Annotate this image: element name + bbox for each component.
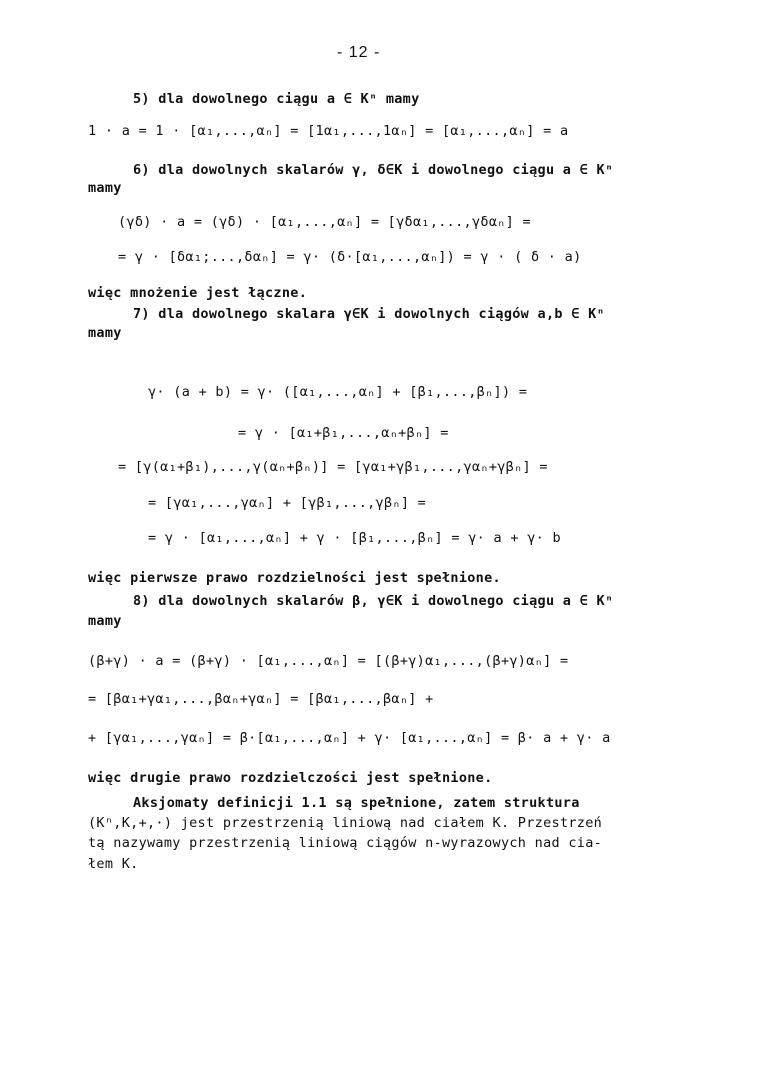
axiom-7-equation-4: = [γα₁,...,γαₙ] + [γβ₁,...,γβₙ] = (148, 495, 427, 511)
axiom-8-equation-2: = [βα₁+γα₁,...,βαₙ+γαₙ] = [βα₁,...,βαₙ] + (88, 691, 434, 707)
axiom-7-heading: 7) dla dowolnego skalara γ∈K i dowolnych ciągów a,b ∈ Kⁿ (133, 306, 605, 322)
closing-paragraph-line-4: łem K. (88, 856, 139, 872)
axiom-8-equation-3: + [γα₁,...,γαₙ] = β·[α₁,...,αₙ] + γ· [α₁,...,αₙ] = β· a + γ· a (88, 730, 611, 746)
axiom-5-equation: 1 · a = 1 · [α₁,...,αₙ] = [1α₁,...,1αₙ] = [α₁,...,αₙ] = a (88, 123, 569, 139)
axiom-7-conclusion: więc pierwsze prawo rozdzielności jest spełnione. (88, 570, 501, 586)
page-number: - 12 - (337, 44, 381, 61)
axiom-6-heading-cont: mamy (88, 180, 122, 196)
axiom-8-conclusion: więc drugie prawo rozdzielczości jest spełnione. (88, 770, 493, 786)
axiom-8-heading: 8) dla dowolnych skalarów β, γ∈K i dowolnego ciągu a ∈ Kⁿ (133, 593, 614, 609)
axiom-6-conclusion: więc mnożenie jest łączne. (88, 285, 308, 301)
closing-paragraph-line-1: Aksjomaty definicji 1.1 są spełnione, zatem struktura (133, 795, 580, 811)
axiom-5-heading: 5) dla dowolnego ciągu a ∈ Kⁿ mamy (133, 91, 420, 107)
closing-paragraph-line-2: (Kⁿ,K,+,·) jest przestrzenią liniową nad ciałem K. Przestrzeń (88, 815, 603, 831)
axiom-6-heading: 6) dla dowolnych skalarów γ, δ∈K i dowolnego ciągu a ∈ Kⁿ (133, 162, 614, 178)
axiom-6-equation-2: = γ · [δα₁;...,δαₙ] = γ· (δ·[α₁,...,αₙ]) = γ · ( δ · a) (118, 249, 582, 265)
axiom-7-heading-cont: mamy (88, 325, 122, 341)
axiom-6-equation-1: (γδ) · a = (γδ) · [α₁,...,αₙ] = [γδα₁,...,γδαₙ] = (118, 214, 531, 230)
axiom-8-heading-cont: mamy (88, 613, 122, 629)
axiom-7-equation-5: = γ · [α₁,...,αₙ] + γ · [β₁,...,βₙ] = γ· a + γ· b (148, 530, 561, 546)
axiom-7-equation-1: γ· (a + b) = γ· ([α₁,...,αₙ] + [β₁,...,βₙ]) = (148, 384, 528, 400)
closing-paragraph-line-3: tą nazywamy przestrzenią liniową ciągów n-wyrazowych nad cia- (88, 835, 603, 851)
axiom-7-equation-2: = γ · [α₁+β₁,...,αₙ+βₙ] = (238, 425, 449, 441)
axiom-8-equation-1: (β+γ) · a = (β+γ) · [α₁,...,αₙ] = [(β+γ)α₁,...,(β+γ)αₙ] = (88, 653, 569, 669)
axiom-7-equation-3: = [γ(α₁+β₁),...,γ(αₙ+βₙ)] = [γα₁+γβ₁,...,γαₙ+γβₙ] = (118, 459, 548, 475)
